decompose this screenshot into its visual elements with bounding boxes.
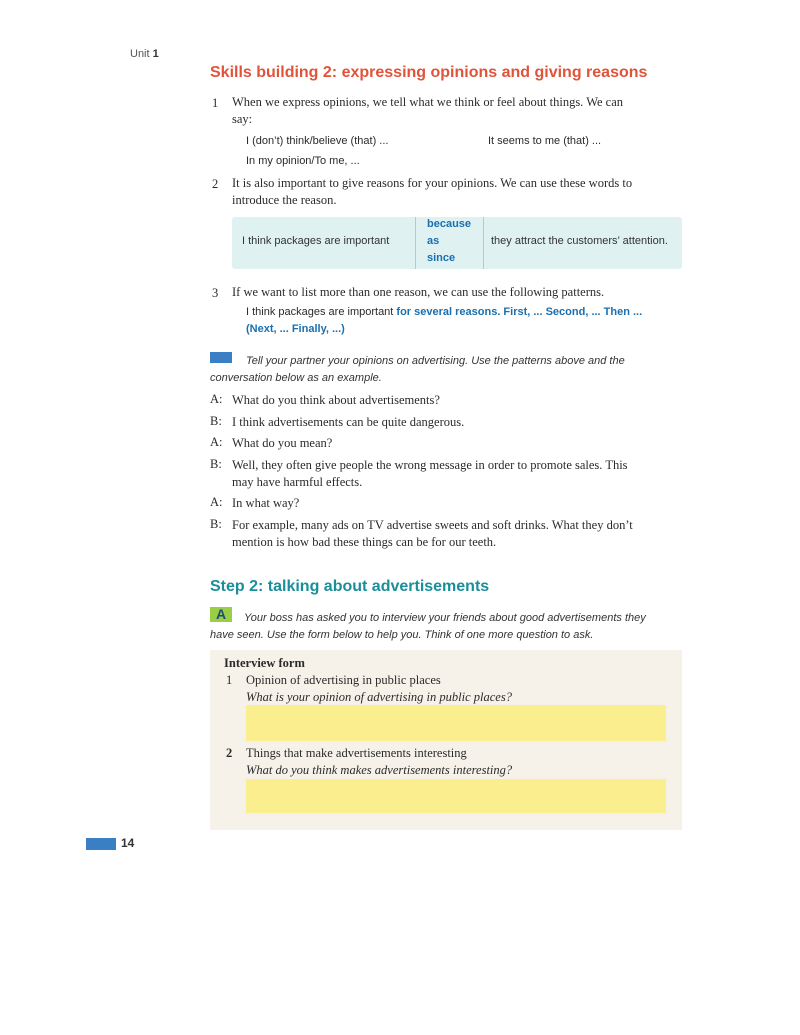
task-instruction-cont: conversation below as an example. xyxy=(210,372,382,384)
form-item-question: What is your opinion of advertising in public places? xyxy=(246,690,512,704)
page-number-bar xyxy=(86,838,116,850)
reason-table xyxy=(232,217,682,269)
form-item-number: 1 xyxy=(226,673,233,687)
form-item-label: Things that make advertisements interesting xyxy=(246,746,467,760)
dialogue-line: In what way? xyxy=(232,496,300,510)
speaker-label: A: xyxy=(210,392,223,406)
example-phrase: It seems to me (that) ... xyxy=(488,135,602,147)
task-instruction: Your boss has asked you to interview your friends about good advertisements they xyxy=(244,612,646,624)
point-number: 3 xyxy=(212,286,219,300)
reason-word: as xyxy=(427,235,440,247)
point-number: 2 xyxy=(212,177,219,191)
form-title: Interview form xyxy=(224,656,305,670)
example-phrase: In my opinion/To me, ... xyxy=(246,155,360,167)
form-item-label: Opinion of advertising in public places xyxy=(246,673,441,687)
reason-table-left: I think packages are important xyxy=(242,235,390,247)
dialogue-line: For example, many ads on TV advertise sweets and soft drinks. What they don’t mention is how bad these things can be for our teeth. xyxy=(232,518,633,549)
task-marker-icon xyxy=(210,352,232,363)
example-phrase: I (don’t) think/believe (that) ... xyxy=(246,135,389,147)
reason-table-right: they attract the customers’ attention. xyxy=(491,235,668,247)
table-divider xyxy=(415,217,416,269)
speaker-label: A: xyxy=(210,495,223,509)
point-2-text: It is also important to give reasons for your opinions. We can use these words to introduce the reason. xyxy=(232,176,633,207)
task-instruction: Tell your partner your opinions on advertising. Use the patterns above and the xyxy=(246,355,625,367)
reason-word: since xyxy=(427,252,456,264)
form-item-question: What do you think makes advertisements interesting? xyxy=(246,763,513,777)
speaker-label: A: xyxy=(210,435,223,449)
speaker-label: B: xyxy=(210,517,222,531)
dialogue-line: What do you mean? xyxy=(232,436,333,450)
point-1-text: When we express opinions, we tell what we think or feel about things. We can say: xyxy=(232,95,624,126)
dialogue-line: What do you think about advertisements? xyxy=(232,393,440,407)
reason-word: because xyxy=(427,218,472,230)
task-a-marker-icon: A xyxy=(210,607,232,622)
table-divider xyxy=(483,217,484,269)
section-title: Skills building 2: expressing opinions and giving reasons xyxy=(210,64,648,81)
form-item-number: 2 xyxy=(226,746,233,760)
pattern-highlight: for several reasons. First, ... Second, ... Then ... xyxy=(396,306,643,318)
answer-field[interactable] xyxy=(246,705,666,741)
speaker-label: B: xyxy=(210,457,222,471)
answer-field[interactable] xyxy=(246,779,666,813)
pattern-example-cont: (Next, ... Finally, ...) xyxy=(246,323,345,335)
pattern-example: I think packages are important for several reasons. First, ... Second, ... Then ... xyxy=(246,306,643,318)
section-title: Step 2: talking about advertisements xyxy=(210,578,490,595)
speaker-label: B: xyxy=(210,414,222,428)
dialogue-line: Well, they often give people the wrong message in order to promote sales. This may have harmful effects. xyxy=(232,458,628,489)
point-3-text: If we want to list more than one reason, we can use the following patterns. xyxy=(232,285,605,299)
unit-number: 1 xyxy=(152,48,159,60)
unit-label: Unit 1 xyxy=(130,48,159,60)
task-instruction-cont: have seen. Use the form below to help you. Think of one more question to ask. xyxy=(210,629,594,641)
point-number: 1 xyxy=(212,96,219,110)
dialogue-line: I think advertisements can be quite dangerous. xyxy=(232,415,465,429)
page-number: 14 xyxy=(121,836,135,850)
